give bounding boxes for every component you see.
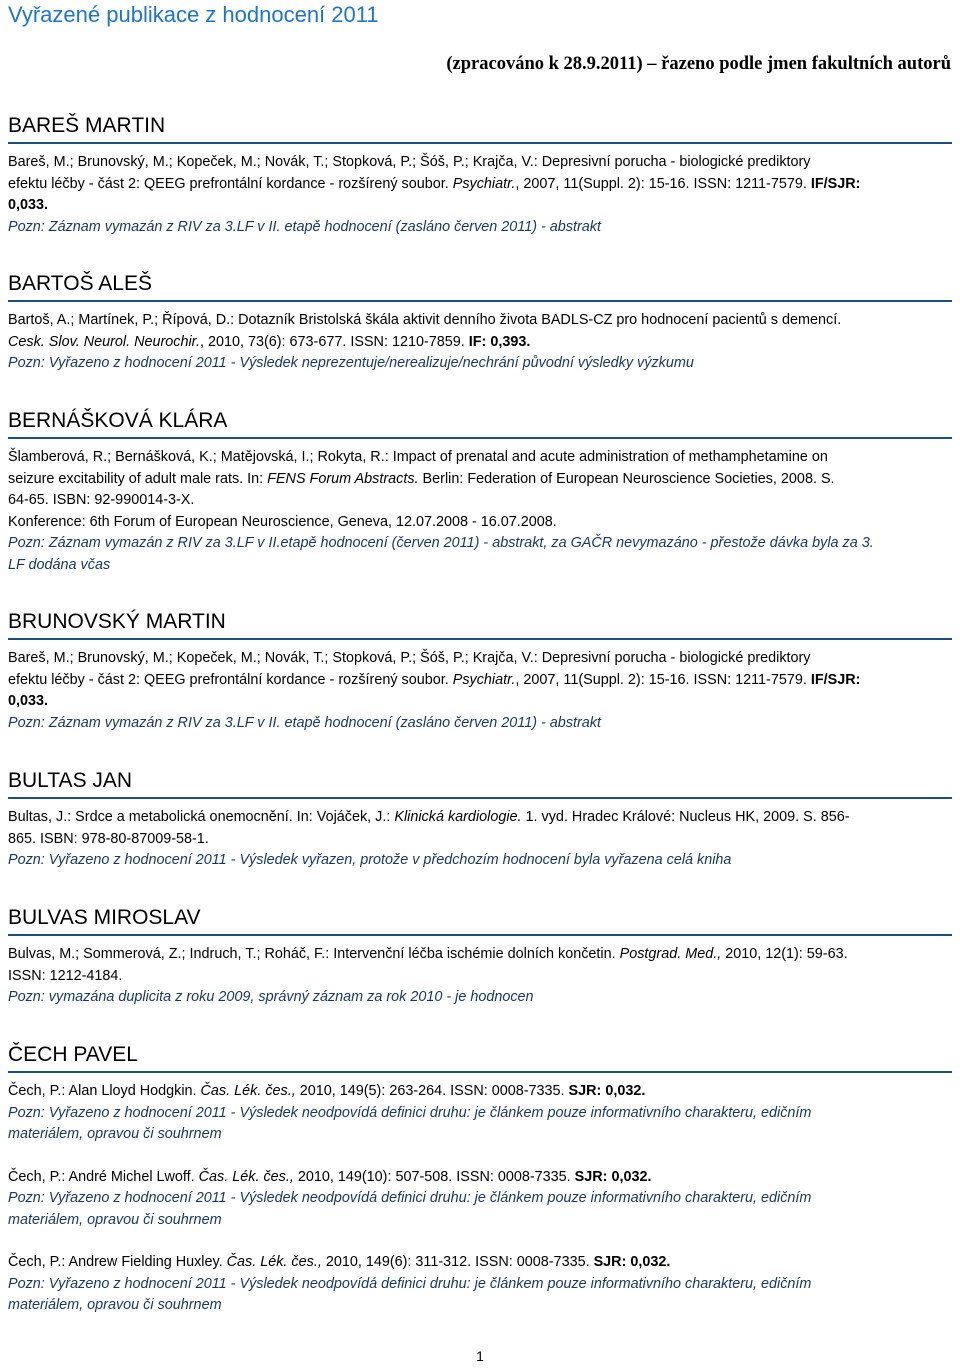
citation-line — [8, 332, 952, 354]
note-line: Pozn: vymazána duplicita z roku 2009, správný záznam za rok 2010 - je hodnocen — [8, 989, 534, 1005]
citation-line: Šlamberová, R.; Bernášková, K.; Matějovská, I.; Rokyta, R.: Impact of prenatal and acute administration of methamphetamine on — [8, 449, 828, 465]
citation-text: 2010, 149(5): 263-264. ISSN: 0008-7335. — [295, 1083, 569, 1099]
publication-entry — [8, 1081, 952, 1146]
citation-text: Čech, P.: André Michel Lwoff. — [8, 1168, 199, 1185]
note-line: Pozn: Záznam vymazán z RIV za 3.LF v II. etapě hodnocení (zasláno červen 2011) - abstrakt — [8, 218, 601, 235]
note-line: materiálem, opravou či souhrnem — [8, 1126, 222, 1142]
section-heading: BAREŠ MARTIN — [8, 112, 952, 144]
section-bulvas-miroslav — [8, 904, 952, 1009]
citation-line — [8, 944, 952, 966]
citation-line — [8, 469, 952, 491]
impact-factor-value: 0,033. — [8, 197, 49, 213]
section-heading: BRUNOVSKÝ MARTIN — [8, 608, 952, 640]
impact-factor-value: 0,033. — [8, 693, 49, 709]
publication-entry — [8, 807, 952, 872]
note-line: Pozn: Záznam vymazán z RIV za 3.LF v II. etapě hodnocení (zasláno červen 2011) - abstrakt — [8, 714, 601, 731]
journal-name: Čas. Lék. čes., — [198, 1168, 294, 1185]
note-line: Pozn: Záznam vymazán z RIV za 3.LF v II.etapě hodnocení (červen 2011) - abstrakt, za GAČR nevymazáno - přestože dávka byla za 3. — [8, 535, 874, 551]
publication-entry — [8, 310, 952, 375]
journal-name: Čas. Lék. čes., — [200, 1083, 296, 1099]
citation-text: , 2007, 11(Suppl. 2): 15-16. ISSN: 1211-7579. — [515, 175, 811, 192]
citation-text: 2010, 149(10): 507-508. ISSN: 0008-7335. — [293, 1168, 575, 1185]
citation-text: Čech, P.: Alan Lloyd Hodgkin. — [8, 1083, 201, 1099]
citation-line — [8, 1252, 952, 1274]
conference-line: Konference: 6th Forum of European Neuroscience, Geneva, 12.07.2008 - 16.07.2008. — [8, 513, 557, 530]
note-line: Pozn: Vyřazeno z hodnocení 2011 - Výsledek neodpovídá definici druhu: je článkem pouze informativního charakteru, edičním — [8, 1275, 812, 1292]
note-line: Pozn: Vyřazeno z hodnocení 2011 - Výsledek vyřazen, protože v předchozím hodnocení byla vyřazena celá kniha — [8, 852, 732, 868]
section-heading: BARTOŠ ALEŠ — [8, 270, 952, 302]
citation-text: Bultas, J.: Srdce a metabolická onemocnění. In: Vojáček, J.: — [8, 809, 395, 825]
publication-entry — [8, 1167, 952, 1232]
section-bartos-ales — [8, 270, 952, 375]
note-line: Pozn: Vyřazeno z hodnocení 2011 - Výsledek neodpovídá definici druhu: je článkem pouze informativního charakteru, edičním — [8, 1104, 812, 1121]
citation-text: Čech, P.: Andrew Fielding Huxley. — [8, 1254, 227, 1270]
sjr-value: SJR: 0,032. — [574, 1168, 652, 1185]
document-subtitle: (zpracováno k 28.9.2011) – řazeno podle jmen fakultních autorů — [446, 54, 951, 74]
sjr-value: SJR: 0,032. — [593, 1254, 671, 1270]
section-bares-martin — [8, 112, 952, 238]
journal-name: Psychiatr. — [452, 671, 516, 688]
citation-line: 64-65. ISBN: 92-990014-3-X. — [8, 492, 195, 508]
impact-factor-label: IF/SJR: — [810, 671, 861, 688]
book-title: Klinická kardiologie. — [394, 809, 522, 825]
section-brunovsky-martin — [8, 608, 952, 734]
citation-line: ISSN: 1212-4184. — [8, 967, 123, 984]
citation-text: efektu léčby - část 2: QEEG prefrontální kordance - rozšírený soubor. — [8, 175, 453, 192]
citation-line — [8, 670, 952, 692]
note-line: Pozn: Vyřazeno z hodnocení 2011 - Výsledek neodpovídá definici druhu: je článkem pouze informativního charakteru, edičním — [8, 1190, 812, 1206]
citation-line: 865. ISBN: 978-80-87009-58-1. — [8, 830, 209, 847]
proceedings-name: FENS Forum Abstracts. — [267, 470, 419, 487]
citation-line: Bareš, M.; Brunovský, M.; Kopeček, M.; Novák, T.; Stopková, P.; Šóš, P.; Krajča, V.: Depresivní porucha - biologické prediktory — [8, 154, 811, 170]
citation-text: 1. vyd. Hradec Králové: Nucleus HK, 2009. S. 856- — [521, 809, 850, 825]
citation-text: , 2007, 11(Suppl. 2): 15-16. ISSN: 1211-7579. — [515, 671, 811, 688]
citation-line — [8, 807, 952, 829]
impact-factor: IF: 0,393. — [468, 333, 531, 350]
citation-line: Bareš, M.; Brunovský, M.; Kopeček, M.; Novák, T.; Stopková, P.; Šóš, P.; Krajča, V.: Depresivní porucha - biologické prediktory — [8, 650, 811, 666]
sjr-value: SJR: 0,032. — [568, 1083, 646, 1099]
impact-factor-label: IF/SJR: — [810, 175, 861, 192]
publication-entry — [8, 944, 952, 1009]
citation-line — [8, 1081, 952, 1103]
document-title: Vyřazené publikace z hodnocení 2011 — [8, 2, 379, 27]
journal-name: Čas. Lék. čes., — [226, 1254, 322, 1270]
section-heading: BULTAS JAN — [8, 767, 952, 799]
citation-text: Bulvas, M.; Sommerová, Z.; Indruch, T.; Roháč, F.: Intervenční léčba ischémie dolních končetin. — [8, 946, 620, 962]
citation-text: 2010, 12(1): 59-63. — [721, 946, 848, 962]
publication-entry — [8, 1252, 952, 1317]
citation-text: , 2010, 73(6): 673-677. ISSN: 1210-7859. — [199, 333, 469, 350]
section-bernaskova-klara — [8, 407, 952, 576]
note-line: materiálem, opravou či souhrnem — [8, 1211, 222, 1228]
citation-line: Bartoš, A.; Martínek, P.; Řípová, D.: Dotazník Bristolská škála aktivit denního života BADLS-CZ pro hodnocení pacientů s demencí. — [8, 312, 842, 328]
section-heading: BERNÁŠKOVÁ KLÁRA — [8, 407, 952, 439]
section-heading: BULVAS MIROSLAV — [8, 904, 952, 936]
journal-name: Cesk. Slov. Neurol. Neurochir. — [8, 333, 200, 350]
citation-line — [8, 1167, 952, 1189]
note-line: LF dodána včas — [8, 556, 111, 573]
note-line: materiálem, opravou či souhrnem — [8, 1297, 222, 1313]
publication-entry — [8, 152, 952, 238]
section-bultas-jan — [8, 767, 952, 872]
note-line: Pozn: Vyřazeno z hodnocení 2011 - Výsledek neprezentuje/nerealizuje/nechrání původní výsledky výzkumu — [8, 355, 694, 371]
publication-entry — [8, 447, 952, 576]
section-heading: ČECH PAVEL — [8, 1041, 952, 1073]
journal-name: Postgrad. Med., — [619, 946, 722, 962]
citation-text: efektu léčby - část 2: QEEG prefrontální kordance - rozšírený soubor. — [8, 671, 453, 688]
citation-text: 2010, 149(6): 311-312. ISSN: 0008-7335. — [321, 1254, 594, 1270]
page-number: 1 — [476, 1348, 484, 1364]
citation-text: seizure excitability of adult male rats. In: — [8, 470, 268, 487]
section-cech-pavel — [8, 1041, 952, 1317]
citation-text: Berlin: Federation of European Neuroscience Societies, 2008. S. — [418, 470, 835, 487]
publication-entry — [8, 648, 952, 734]
journal-name: Psychiatr. — [452, 175, 516, 192]
citation-line — [8, 174, 952, 196]
